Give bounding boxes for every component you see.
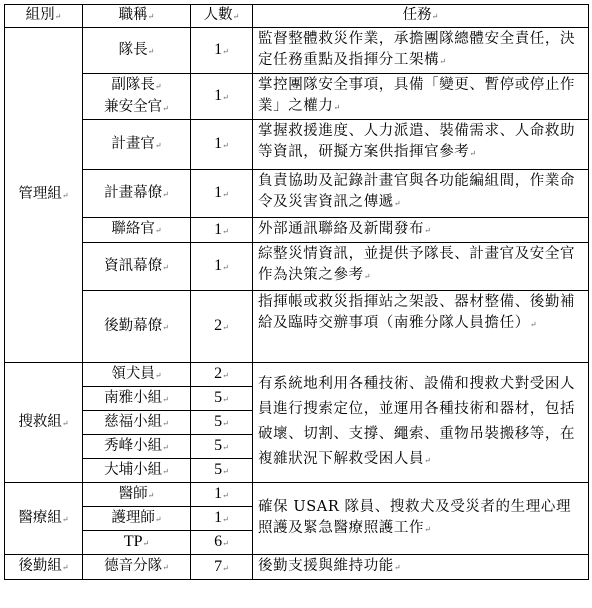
group-cell-medical: 醫療組↵ — [5, 483, 83, 555]
title-cell: 醫師↵ — [83, 483, 191, 507]
task-cell: 指揮帳或救災指揮站之架設、器材整備、後勤補給及臨時交辦事項（南雅分隊人員擔任）↵ — [253, 291, 589, 363]
title-cell: 後勤幕僚↵ — [83, 291, 191, 363]
count-cell: 5↵ — [191, 411, 253, 435]
count-cell: 5↵ — [191, 459, 253, 483]
title-cell: 聯絡官↵ — [83, 218, 191, 243]
title-cell: 大埔小組↵ — [83, 459, 191, 483]
header-row — [5, 5, 589, 28]
task-table — [4, 4, 589, 580]
count-cell: 1↵ — [191, 483, 253, 507]
table-row — [5, 291, 589, 363]
task-cell: 掌握救援進度、人力派遣、裝備需求、人命救助等資訊，研擬方案供指揮官參考↵ — [253, 120, 589, 170]
count-cell: 1↵ — [191, 120, 253, 170]
table-row — [5, 243, 589, 291]
title-cell: 護理師↵ — [83, 507, 191, 531]
title-cell: 德音分隊↵ — [83, 555, 191, 580]
count-cell: 1↵ — [191, 218, 253, 243]
table-row — [5, 120, 589, 170]
group-cell-management: 管理組↵ — [5, 28, 83, 363]
table-row — [5, 555, 589, 580]
count-cell: 1↵ — [191, 507, 253, 531]
count-cell: 2↵ — [191, 291, 253, 363]
title-cell: 南雅小組↵ — [83, 387, 191, 411]
count-cell: 1↵ — [191, 170, 253, 218]
header-count: 人數↵ — [191, 5, 253, 28]
task-cell: 外部通訊聯絡及新聞發布↵ — [253, 218, 589, 243]
task-cell: 負責協助及記錄計畫官與各功能編組間，作業命令及災害資訊之傳遞↵ — [253, 170, 589, 218]
task-cell: 綜整災情資訊，並提供予隊長、計畫官及安全官作為決策之參考↵ — [253, 243, 589, 291]
table-row — [5, 483, 589, 507]
header-group: 組別↵ — [5, 5, 83, 28]
header-title: 職稱↵ — [83, 5, 191, 28]
count-cell: 5↵ — [191, 387, 253, 411]
header-task: 任務↵ — [253, 5, 589, 28]
title-cell: 隊長↵ — [83, 28, 191, 74]
count-cell: 2↵ — [191, 363, 253, 387]
task-cell: 後勤支援與維持功能↵ — [253, 555, 589, 580]
table-row — [5, 363, 589, 387]
title-cell: 資訊幕僚↵ — [83, 243, 191, 291]
count-cell: 1↵ — [191, 74, 253, 120]
title-cell: TP↵ — [83, 531, 191, 555]
task-cell: 有系統地利用各種技術、設備和搜救犬對受困人員進行搜索定位，並運用各種技術和器材，包括破壞、切割、支撐、繩索、重物吊裝搬移等，在複雜狀況下解救受困人員↵ — [253, 363, 589, 483]
count-cell: 6↵ — [191, 531, 253, 555]
count-cell: 1↵ — [191, 28, 253, 74]
table-row — [5, 74, 589, 120]
title-cell: 計畫幕僚↵ — [83, 170, 191, 218]
table-row — [5, 28, 589, 74]
title-cell: 副隊長↵ 兼安全官↵ — [83, 74, 191, 120]
task-cell: 確保 USAR 隊員、搜救犬及受災者的生理心理照護及緊急醫療照護工作↵ — [253, 483, 589, 555]
table-row — [5, 170, 589, 218]
task-cell: 掌控團隊安全事項，具備「變更、暫停或停止作業」之權力↵ — [253, 74, 589, 120]
count-cell: 5↵ — [191, 435, 253, 459]
group-cell-logistics: 後勤組↵ — [5, 555, 83, 580]
group-cell-rescue: 搜救組↵ — [5, 363, 83, 483]
count-cell: 7↵ — [191, 555, 253, 580]
title-cell: 領犬員↵ — [83, 363, 191, 387]
table-row — [5, 218, 589, 243]
title-cell: 慈福小組↵ — [83, 411, 191, 435]
count-cell: 1↵ — [191, 243, 253, 291]
title-cell: 秀峰小組↵ — [83, 435, 191, 459]
task-cell: 監督整體救災作業，承擔團隊總體安全責任，決定任務重點及指揮分工架構↵ — [253, 28, 589, 74]
title-cell: 計畫官↵ — [83, 120, 191, 170]
